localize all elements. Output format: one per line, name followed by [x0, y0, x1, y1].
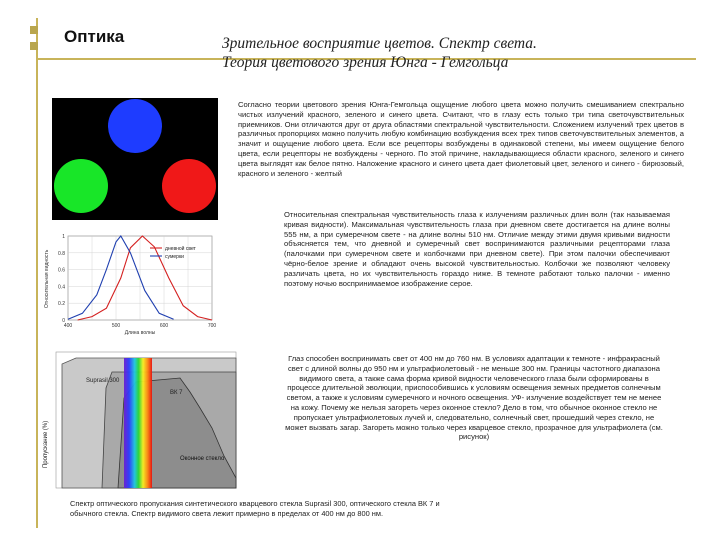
- y-tick-label: 0: [62, 318, 65, 324]
- x-axis-label: Длина волны: [124, 330, 156, 336]
- title-line-1: Зрительное восприятие цветов. Спектр света.: [222, 35, 537, 52]
- y-tick-label: 0.4: [58, 284, 65, 291]
- paragraph-uv: Глаз способен воспринимать свет от 400 нм до 760 нм. В условиях адаптации к темноте - инфракрасный свет с длиной волны до 950 нм и ультрафиолетовый - не меньше 300 нм. Границы частотного диапазона видимого света, а также сама форма кривой видности человеческого глаза были сформированы в процессе длительной эволюции, приспособившись к условиям освещения земных предметов солнечным светом, а также к условиям сумеречного и ночного освещения. УФ- излучение воздействует тем не менее на кожу. Почему же нельзя загореть через оконное стекло? Дело в том, что обычное оконное стекло не пропускает ультрафиолетовых лучей и, следовательно, солнечный свет, прошедший через стекло, не может вызвать загар. Загореть можно только через кварцевое стекло, прозрачное для ультрафиолета (см. рисунок): [285, 354, 663, 442]
- x-tick-label: 600: [159, 323, 169, 329]
- blue-circle: [108, 99, 162, 153]
- visibility-chart: [40, 228, 226, 336]
- figure-caption: Спектр оптического пропускания синтетического кварцевого стекла Suprasil 300, оптического стекла ВК 7 и обычного стекла. Спектр видимого света лежит примерно в пределах от 400 нм до 800 нм.: [70, 499, 440, 518]
- y-axis-label: Пропускание (%): [43, 420, 49, 468]
- x-tick-label: 400: [63, 323, 73, 329]
- x-tick-label: 500: [111, 323, 121, 329]
- y-tick-label: 0.8: [58, 250, 65, 257]
- label-suprasil: Suprasil 300: [86, 378, 120, 384]
- title-line-2: Теория цветового зрения Юнга - Гемгольца: [222, 54, 509, 71]
- bullet-square: [30, 26, 38, 34]
- paragraph-visibility: Относительная спектральная чувствительность глаза к излучениям различных длин волн (так называемая кривая видности). Максимальная чувствительность глаза при дневном свете достигается на длине волны 555 нм, а при сумеречном свете - на длине волны 510 нм. Отличие между этими двумя кривыми видности объясняется тем, что дневной и сумеречный свет воспринимаются различными рецепторами глаза (палочками при сумеречном свете и колбочками при дневном свете). При этом палочки обеспечивают чёрно-белое зрение и обладают очень высокой чувствительностью. Колбочки же позволяют человеку различать цвета, но их чувствительность гораздо ниже. В темноте работают только палочки - именно поэтому ночью воспринимаемое изображение серое.: [284, 210, 670, 288]
- legend-label: сумерки: [165, 254, 184, 260]
- paragraph-young-helmholtz: Согласно теории цветового зрения Юнга-Гемгольца ощущение любого цвета можно получить смешиванием спектрально чистых излучений красного, зеленого и синего цвета. Считают, что в глазу есть только три типа светочувствительных приемников. Они отличаются друг от друга областями спектральной чувствительности. Сложением излучений трех цветов в различных пропорциях можно получить любую комбинацию возбуждения всех трех типов светочувствительных элементов, а значит и ощущение любого цвета. Если все рецепторы возбуждены в одинаковой степени, мы имеем ощущение белого цвета, если рецепторы не возбуждены - черного. По этой причине, накладывающиеся области красного, зеленого и синего цвета выглядят как белое пятно. Наложение красного и синего цвета дает фиолетовый цвет, зеленого и синего - бирюзовый, красного и зеленого - желтый: [238, 100, 684, 178]
- y-tick-label: 1: [62, 234, 65, 240]
- bullet-markers: [30, 26, 44, 58]
- visible-spectrum-band: [124, 358, 152, 488]
- slide-title: [222, 34, 692, 72]
- left-rule: [36, 18, 38, 528]
- transmission-chart: [40, 348, 240, 494]
- bullet-square: [30, 42, 38, 50]
- y-axis-label: Относительная видность: [44, 249, 50, 308]
- rgb-circles-image: [52, 98, 218, 220]
- y-tick-label: 0.2: [58, 301, 65, 308]
- x-tick-label: 700: [207, 323, 217, 329]
- section-title: Оптика: [64, 27, 125, 46]
- y-tick-label: 0.6: [58, 267, 65, 274]
- red-circle: [162, 159, 216, 213]
- label-bk7: ВК 7: [170, 390, 183, 396]
- label-window-glass: Оконное стекло: [180, 456, 225, 462]
- legend-label: дневной свет: [165, 246, 196, 252]
- green-circle: [54, 159, 108, 213]
